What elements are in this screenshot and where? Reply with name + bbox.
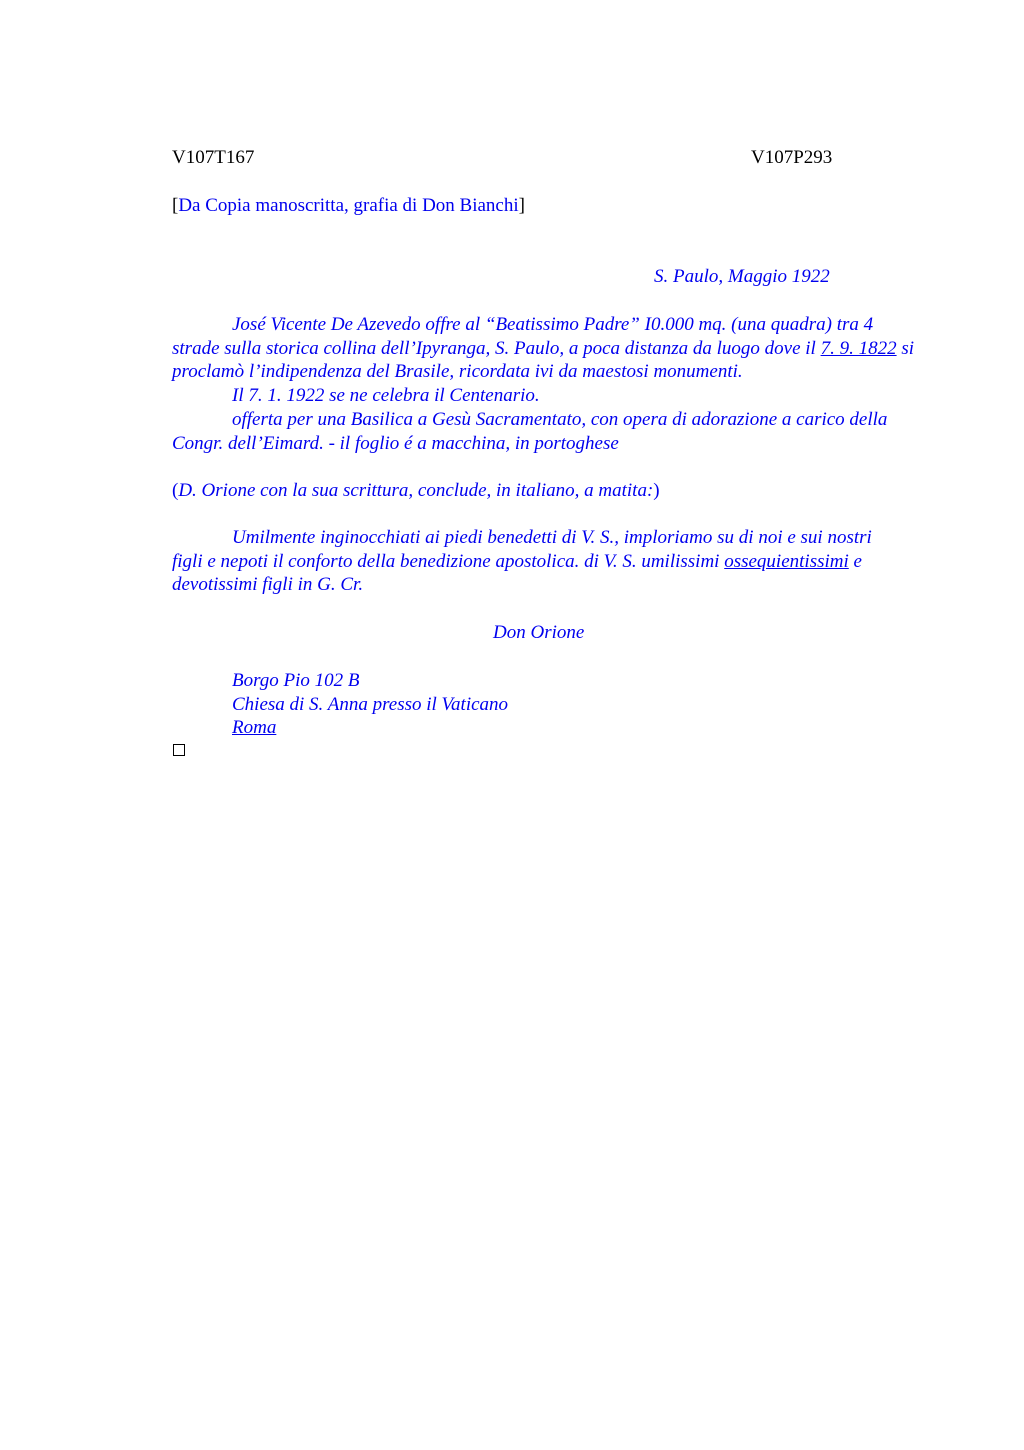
body-offer-text: José Vicente De Azevedo offre al “Beatissimo Padre” I0.000 mq. (una quadra) tra 4 strade sulla storica collina dell’Ipyranga, S. Paulo, a poca distanza da luogo dove il [172,314,874,359]
document-reference-left: V107T167 [172,147,255,168]
source-bracket-close: ] [518,195,525,216]
independence-date: 7. 9. 1822 [820,337,897,359]
source-note-text: Da Copia manoscritta, grafia di Don Bianchi [178,195,519,216]
body-offer-text-end: si proclamò l’indipendenza del Brasile, ricordata ivi da maestosi monumenti. [172,337,915,383]
signature: Don Orione [493,622,585,643]
place-date: S. Paulo, Maggio 1922 [654,266,830,287]
closing-underlined-word: ossequientissimi [724,550,849,572]
address-line-2: Chiesa di S. Anna presso il Vaticano [232,693,509,715]
source-note [172,194,525,218]
body-paragraph-centenary: Il 7. 1. 1922 se ne celebra il Centenario. [232,385,540,407]
orione-note-text: D. Orione con la sua scrittura, conclude, in italiano, a matita: [178,480,654,501]
orione-note [172,479,660,503]
closing-text-end: e devotissimi figli in G. Cr. [172,550,862,596]
address-line-1: Borgo Pio 102 B [232,670,360,691]
closing-text: Umilmente inginocchiati ai piedi benedetti di V. S., imploriamo su di noi e sui nostri figli e nepoti il conforto della benedizione apostolica. di V. S. umilissimi [172,527,872,572]
orione-paren-open: ( [172,480,179,501]
source-bracket-open: [ [172,195,179,216]
letter-body [172,313,922,455]
document-reference-right: V107P293 [751,147,833,168]
closing-paragraph [172,526,892,597]
address-block [232,669,508,740]
body-paragraph-offer [172,313,922,384]
body-paragraph-basilica: offerta per una Basilica a Gesù Sacramentato, con opera di adorazione a carico della Congr. dell’Eimard. - il foglio é a macchina, in portoghese [172,408,888,454]
address-line-3: Roma [232,717,277,739]
orione-paren-close: ) [653,480,660,501]
end-of-document-box-icon [173,744,185,756]
